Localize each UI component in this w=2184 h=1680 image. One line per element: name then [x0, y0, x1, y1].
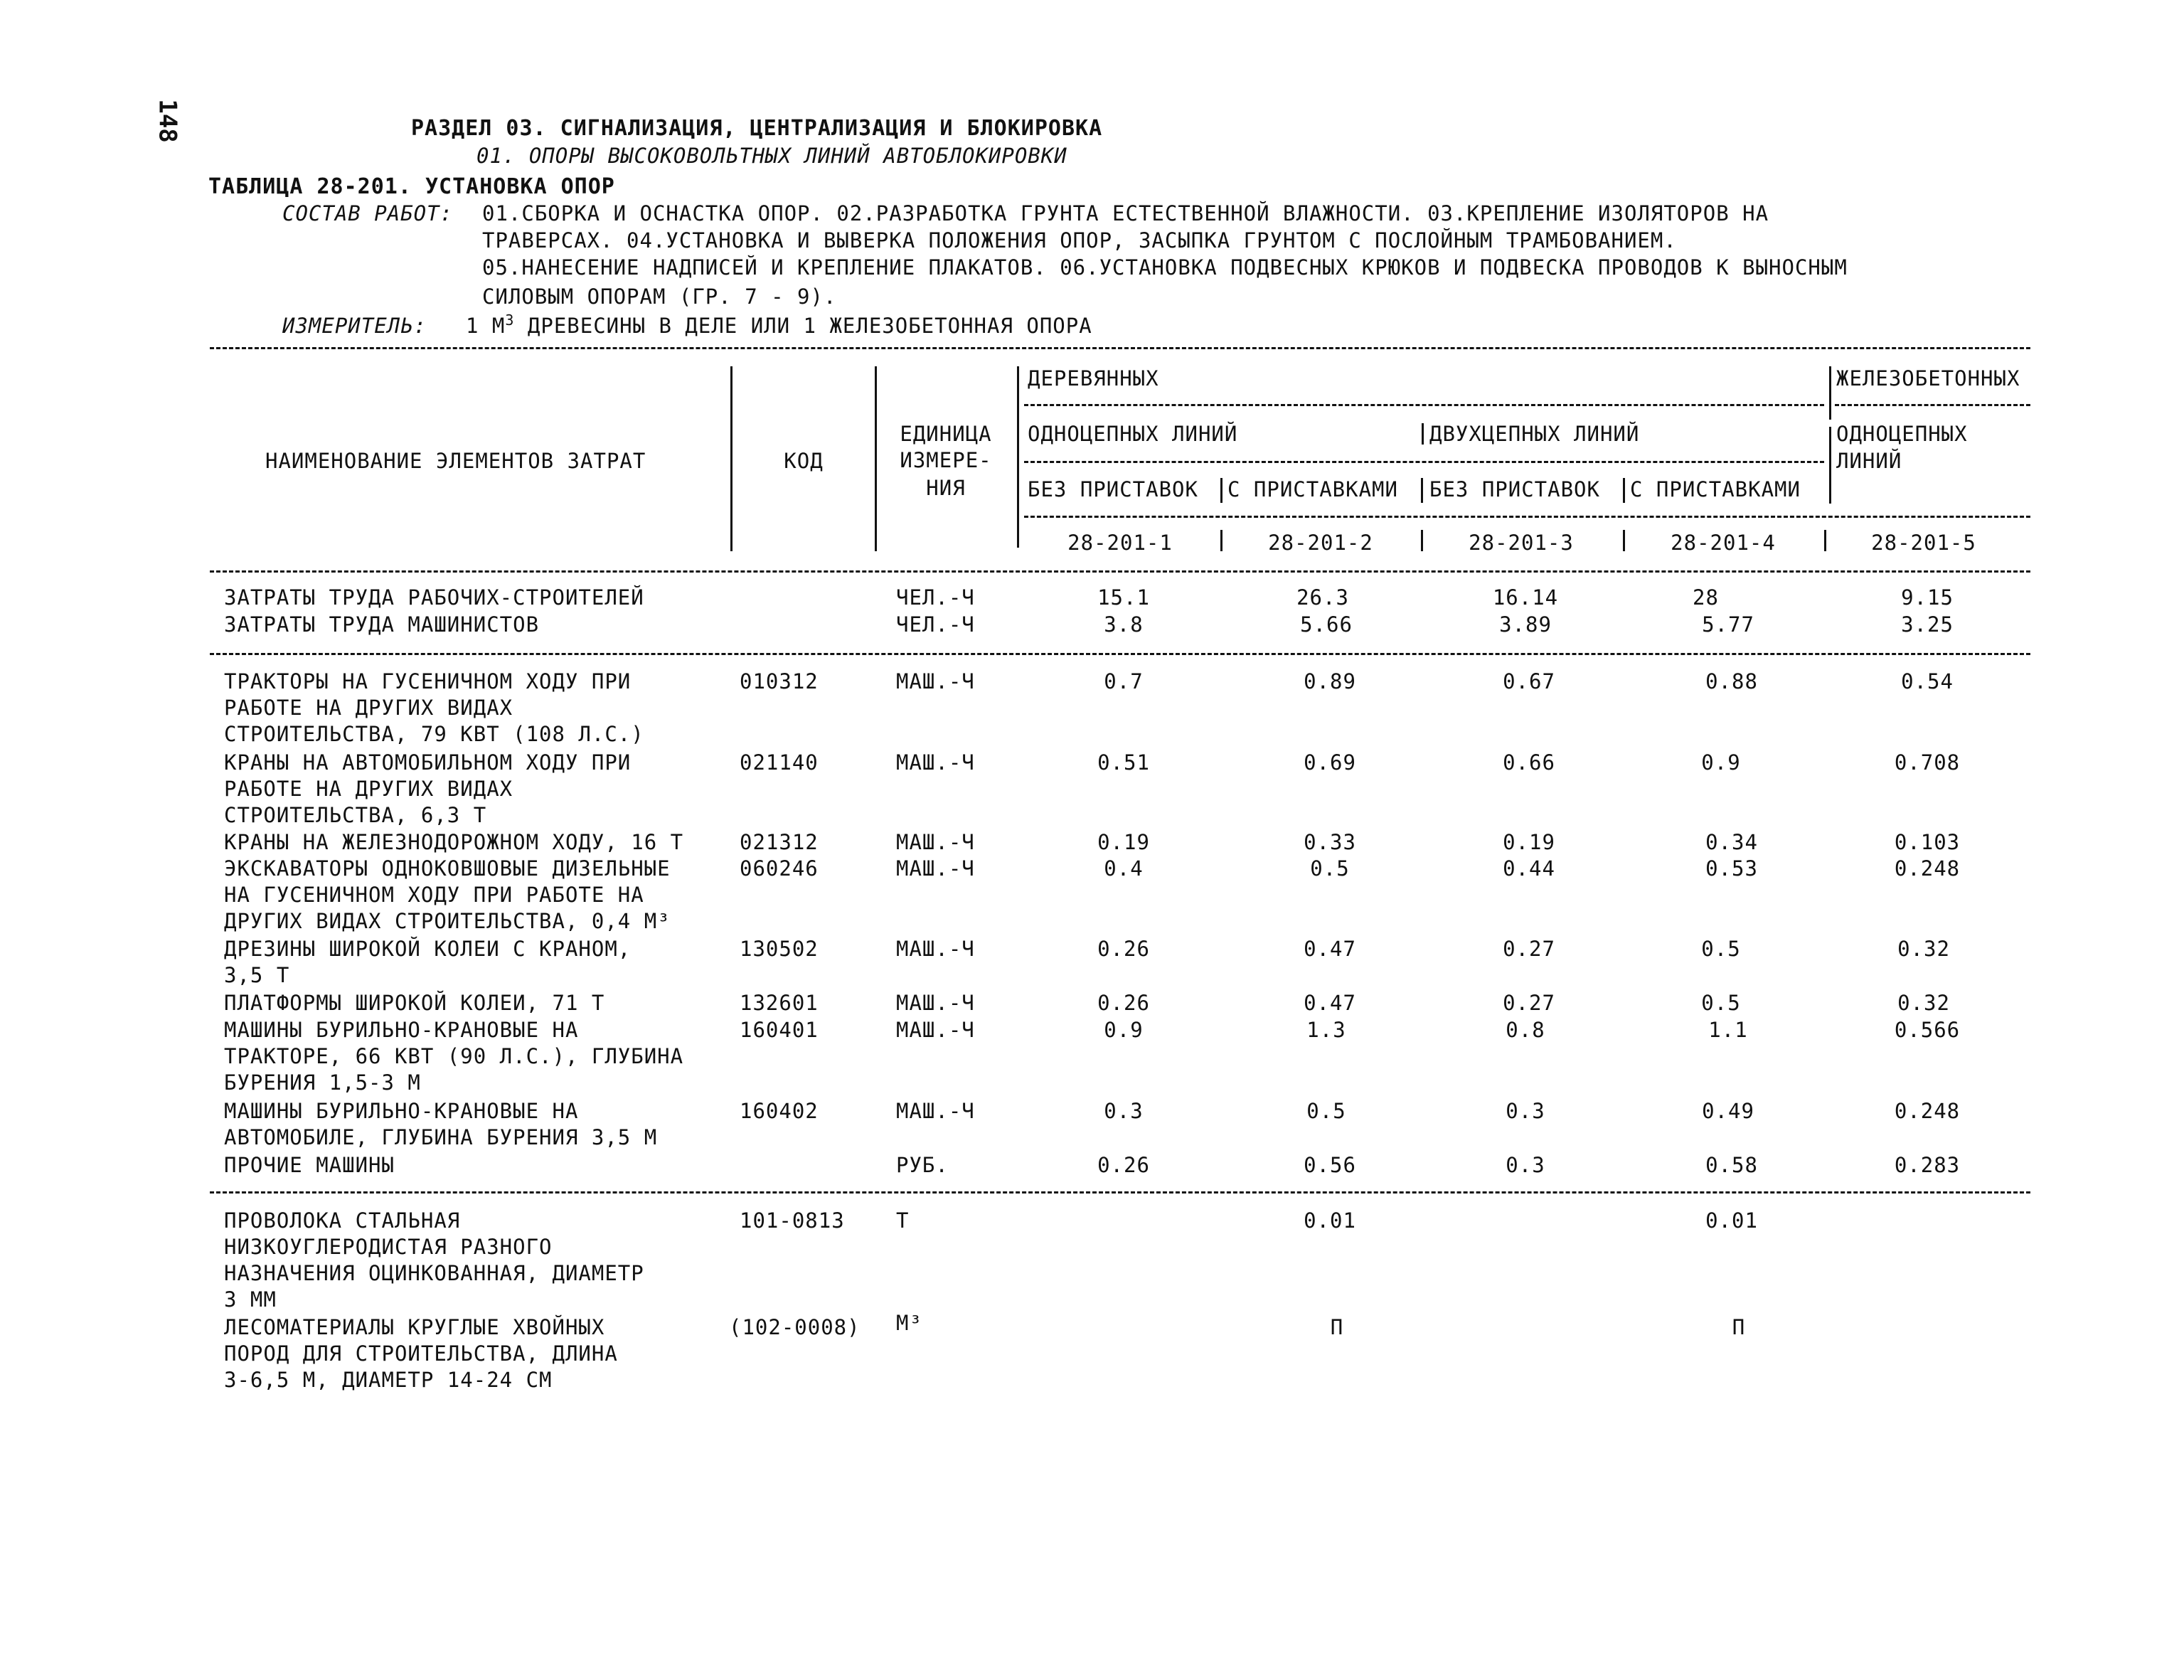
material-name: НАЗНАЧЕНИЯ ОЦИНКОВАННАЯ, ДИАМЕТР	[224, 1261, 644, 1285]
page-number: 148	[153, 99, 182, 143]
section-title: РАЗДЕЛ 03. СИГНАЛИЗАЦИЯ, ЦЕНТРАЛИЗАЦИЯ И БЛОКИРОВКА	[411, 116, 1103, 141]
material-value: 0.01	[1304, 1208, 1356, 1233]
machine-value: 0.8	[1506, 1018, 1545, 1042]
machine-name: КРАНЫ НА ЖЕЛЕЗНОДОРОЖНОМ ХОДУ, 16 Т	[224, 830, 684, 854]
machine-value: 0.44	[1503, 856, 1555, 881]
subsection-title: 01. ОПОРЫ ВЫСОКОВОЛЬТНЫХ ЛИНИЙ АВТОБЛОКИРОВКИ	[476, 144, 1067, 168]
col-divider	[1421, 530, 1423, 551]
machine-value: 0.9	[1701, 750, 1741, 775]
material-name: 3-6,5 М, ДИАМЕТР 14-24 СМ	[224, 1368, 553, 1392]
machine-value: 0.26	[1097, 1153, 1150, 1177]
machine-unit: РУБ.	[896, 1153, 949, 1177]
machine-code: 021140	[740, 750, 819, 775]
labor-unit: ЧЕЛ.-Ч	[896, 585, 975, 610]
machine-value: 0.51	[1097, 750, 1150, 775]
machine-value: 0.3	[1506, 1153, 1545, 1177]
machine-value: 0.283	[1894, 1153, 1961, 1177]
col-code-3: 28-201-3	[1469, 531, 1574, 555]
machine-value: 0.5	[1310, 856, 1350, 881]
machine-name: СТРОИТЕЛЬСТВА, 79 КВТ (108 Л.С.)	[224, 722, 644, 746]
machine-code: 160402	[740, 1099, 819, 1123]
head-bottom-rule	[210, 570, 2030, 573]
material-name: ЛЕСОМАТЕРИАЛЫ КРУГЛЫЕ ХВОЙНЫХ	[224, 1315, 605, 1339]
machine-name: ТРАКТОРЕ, 66 КВТ (90 Л.С.), ГЛУБИНА	[224, 1044, 684, 1068]
table-title: ТАБЛИЦА 28-201. УСТАНОВКА ОПОР	[208, 174, 615, 199]
col-divider	[1422, 423, 1424, 445]
machine-value: 0.566	[1894, 1018, 1961, 1042]
head-rule	[1024, 516, 2030, 518]
measure-text: 1 $М^3$ ДРЕВЕСИНЫ В ДЕЛЕ ИЛИ 1 ЖЕЛЕЗОБЕТОННАЯ ОПОРА	[466, 312, 1092, 338]
labor-value: 26.3	[1296, 585, 1349, 610]
machine-value: 0.26	[1097, 991, 1150, 1015]
head-concrete-single-1: ОДНОЦЕПНЫХ	[1836, 422, 1968, 446]
col-divider	[1017, 366, 1019, 548]
works-line-4: СИЛОВЫМ ОПОРАМ (ГР. 7 - 9).	[482, 285, 837, 309]
material-value: П	[1732, 1315, 1746, 1339]
machine-name: НА ГУСЕНИЧНОМ ХОДУ ПРИ РАБОТЕ НА	[224, 883, 644, 907]
machine-value: 0.248	[1894, 1099, 1961, 1123]
machine-name: 3,5 Т	[224, 963, 290, 987]
labor-name: ЗАТРАТЫ ТРУДА МАШИНИСТОВ	[224, 612, 540, 637]
machine-value: 0.54	[1901, 669, 1954, 693]
machine-unit: МАШ.-Ч	[896, 750, 975, 775]
head-unit-3: НИЯ	[926, 476, 966, 500]
machine-value: 0.56	[1304, 1153, 1356, 1177]
machine-value: 0.47	[1304, 937, 1356, 961]
head-no-prefix: БЕЗ ПРИСТАВОК	[1429, 477, 1600, 501]
head-double-lines: ДВУХЦЕПНЫХ ЛИНИЙ	[1429, 422, 1640, 446]
machine-unit: МАШ.-Ч	[896, 669, 975, 693]
machine-unit: МАШ.-Ч	[896, 830, 975, 854]
machine-value: 1.3	[1306, 1018, 1346, 1042]
labor-name: ЗАТРАТЫ ТРУДА РАБОЧИХ-СТРОИТЕЛЕЙ	[224, 585, 644, 610]
machine-name: МАШИНЫ БУРИЛЬНО-КРАНОВЫЕ НА	[224, 1099, 579, 1123]
machine-value: 0.32	[1897, 937, 1950, 961]
col-divider	[875, 366, 877, 551]
machine-code: 160401	[740, 1018, 819, 1042]
head-with-prefix: С ПРИСТАВКАМИ	[1630, 477, 1801, 501]
labor-value: 5.77	[1702, 612, 1754, 637]
col-divider	[1623, 478, 1625, 503]
col-divider	[1220, 530, 1222, 551]
machine-value: 0.3	[1506, 1099, 1545, 1123]
head-concrete: ЖЕЛЕЗОБЕТОННЫХ	[1836, 366, 2020, 390]
machine-name: ТРАКТОРЫ НА ГУСЕНИЧНОМ ХОДУ ПРИ	[224, 669, 632, 693]
machine-value: 0.88	[1705, 669, 1758, 693]
machine-name: ЭКСКАВАТОРЫ ОДНОКОВШОВЫЕ ДИЗЕЛЬНЫЕ	[224, 856, 671, 881]
machine-value: 0.26	[1097, 937, 1150, 961]
machine-value: 0.33	[1304, 830, 1356, 854]
col-divider	[1421, 478, 1423, 503]
machine-value: 0.58	[1705, 1153, 1758, 1177]
machine-value: 0.708	[1894, 750, 1961, 775]
labor-unit: ЧЕЛ.-Ч	[896, 612, 975, 637]
col-divider	[1824, 530, 1826, 551]
machine-name: СТРОИТЕЛЬСТВА, 6,3 Т	[224, 803, 487, 827]
machine-value: 0.27	[1503, 991, 1555, 1015]
machine-name: БУРЕНИЯ 1,5-3 М	[224, 1070, 421, 1095]
machine-code: 021312	[740, 830, 819, 854]
machine-value: 0.5	[1306, 1099, 1346, 1123]
head-rule	[1024, 461, 1824, 463]
material-unit: М³	[896, 1311, 922, 1335]
machine-value: 0.67	[1503, 669, 1555, 693]
machine-value: 0.103	[1894, 830, 1961, 854]
material-value: 0.01	[1705, 1208, 1758, 1233]
measure-label: ИЗМЕРИТЕЛЬ:	[282, 314, 427, 338]
section-rule	[210, 653, 2030, 655]
works-line-2: ТРАВЕРСАХ. 04.УСТАНОВКА И ВЫВЕРКА ПОЛОЖЕНИЯ ОПОР, ЗАСЫПКА ГРУНТОМ С ПОСЛОЙНЫМ ТРАМБОВАНИЕМ.	[482, 228, 1677, 252]
material-name: ПРОВОЛОКА СТАЛЬНАЯ	[224, 1208, 461, 1233]
machine-value: 0.19	[1503, 830, 1555, 854]
works-line-1: 01.СБОРКА И ОСНАСТКА ОПОР. 02.РАЗРАБОТКА ГРУНТА ЕСТЕСТВЕННОЙ ВЛАЖНОСТИ. 03.КРЕПЛЕНИЕ ИЗОЛЯТОРОВ НА	[482, 201, 1769, 225]
machine-unit: МАШ.-Ч	[896, 991, 975, 1015]
table-top-rule	[210, 347, 2030, 349]
machine-code: 010312	[740, 669, 819, 693]
machine-name: МАШИНЫ БУРИЛЬНО-КРАНОВЫЕ НА	[224, 1018, 579, 1042]
machine-name: АВТОМОБИЛЕ, ГЛУБИНА БУРЕНИЯ 3,5 М	[224, 1125, 658, 1149]
labor-value: 9.15	[1901, 585, 1954, 610]
machine-name: ПРОЧИЕ МАШИНЫ	[224, 1153, 395, 1177]
material-code: (102-0008)	[729, 1315, 861, 1339]
machine-unit: МАШ.-Ч	[896, 1018, 975, 1042]
head-unit-2: ИЗМЕРЕ-	[900, 448, 992, 472]
machine-value: 0.7	[1104, 669, 1144, 693]
material-name: ПОРОД ДЛЯ СТРОИТЕЛЬСТВА, ДЛИНА	[224, 1341, 618, 1366]
head-code: КОД	[784, 449, 824, 473]
head-no-prefix: БЕЗ ПРИСТАВОК	[1028, 477, 1198, 501]
machine-value: 0.27	[1503, 937, 1555, 961]
labor-value: 5.66	[1300, 612, 1353, 637]
labor-value: 3.8	[1104, 612, 1144, 637]
works-line-3: 05.НАНЕСЕНИЕ НАДПИСЕЙ И КРЕПЛЕНИЕ ПЛАКАТОВ. 06.УСТАНОВКА ПОДВЕСНЫХ КРЮКОВ И ПОДВЕСКА ПРОВОДОВ К ВЫНОСНЫМ	[482, 255, 1848, 280]
head-single-lines: ОДНОЦЕПНЫХ ЛИНИЙ	[1028, 422, 1238, 446]
col-code-2: 28-201-2	[1268, 531, 1373, 555]
col-code-1: 28-201-1	[1067, 531, 1173, 555]
machine-value: 0.5	[1701, 937, 1741, 961]
machine-unit: МАШ.-Ч	[896, 1099, 975, 1123]
machine-value: 0.53	[1705, 856, 1758, 881]
head-wood: ДЕРЕВЯННЫХ	[1028, 366, 1159, 390]
machine-value: 0.32	[1897, 991, 1950, 1015]
machine-name: ПЛАТФОРМЫ ШИРОКОЙ КОЛЕИ, 71 Т	[224, 991, 605, 1015]
head-with-prefix: С ПРИСТАВКАМИ	[1227, 477, 1398, 501]
machine-code: 060246	[740, 856, 819, 881]
material-code: 101-0813	[740, 1208, 845, 1233]
labor-value: 16.14	[1492, 585, 1559, 610]
machine-value: 0.248	[1894, 856, 1961, 881]
material-name: НИЗКОУГЛЕРОДИСТАЯ РАЗНОГО	[224, 1235, 553, 1259]
machine-name: ДРЕЗИНЫ ШИРОКОЙ КОЛЕИ С КРАНОМ,	[224, 937, 632, 961]
material-value: П	[1330, 1315, 1344, 1339]
machine-value: 0.5	[1701, 991, 1741, 1015]
col-divider	[1829, 427, 1831, 504]
machine-name: ДРУГИХ ВИДАХ СТРОИТЕЛЬСТВА, 0,4 М³	[224, 909, 671, 933]
head-name: НАИМЕНОВАНИЕ ЭЛЕМЕНТОВ ЗАТРАТ	[265, 449, 646, 473]
section-rule	[210, 1191, 2030, 1193]
machine-value: 0.4	[1104, 856, 1144, 881]
head-rule	[1024, 404, 1824, 406]
works-label: СОСТАВ РАБОТ:	[282, 201, 453, 225]
machine-name: РАБОТЕ НА ДРУГИХ ВИДАХ	[224, 696, 513, 720]
machine-value: 0.9	[1104, 1018, 1144, 1042]
head-rule	[1835, 404, 2030, 406]
col-divider	[1829, 366, 1831, 420]
col-code-4: 28-201-4	[1671, 531, 1776, 555]
labor-value: 3.89	[1499, 612, 1552, 637]
machine-name: РАБОТЕ НА ДРУГИХ ВИДАХ	[224, 777, 513, 801]
machine-value: 0.49	[1702, 1099, 1754, 1123]
machine-value: 0.69	[1304, 750, 1356, 775]
machine-unit: МАШ.-Ч	[896, 937, 975, 961]
machine-code: 130502	[740, 937, 819, 961]
col-divider	[730, 366, 733, 551]
col-divider	[1220, 478, 1222, 503]
head-concrete-single-2: ЛИНИЙ	[1836, 449, 1902, 473]
machine-unit: МАШ.-Ч	[896, 856, 975, 881]
machine-value: 0.3	[1104, 1099, 1144, 1123]
material-name: 3 ММ	[224, 1287, 277, 1312]
labor-value: 28	[1693, 585, 1719, 610]
machine-name: КРАНЫ НА АВТОМОБИЛЬНОМ ХОДУ ПРИ	[224, 750, 632, 775]
machine-value: 0.89	[1304, 669, 1356, 693]
head-unit-1: ЕДИНИЦА	[900, 422, 992, 446]
machine-value: 0.34	[1705, 830, 1758, 854]
labor-value: 3.25	[1901, 612, 1954, 637]
machine-value: 1.1	[1708, 1018, 1748, 1042]
col-divider	[1623, 530, 1625, 551]
material-unit: Т	[896, 1208, 910, 1233]
labor-value: 15.1	[1097, 585, 1150, 610]
machine-value: 0.19	[1097, 830, 1150, 854]
machine-value: 0.66	[1503, 750, 1555, 775]
col-code-5: 28-201-5	[1871, 531, 1976, 555]
machine-value: 0.47	[1304, 991, 1356, 1015]
machine-code: 132601	[740, 991, 819, 1015]
